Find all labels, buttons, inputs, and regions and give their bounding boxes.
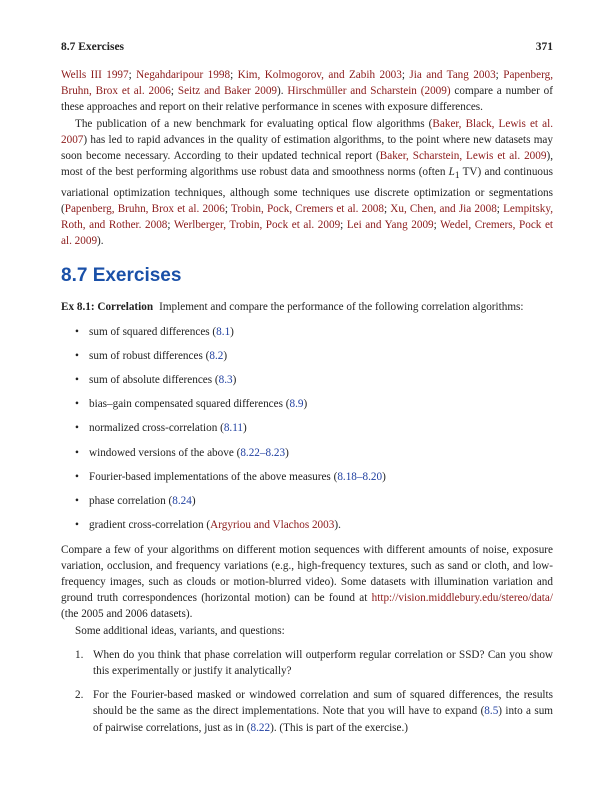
- paragraph-text: TV) and continuous variational optimization techniques, although some techniques use discrete optimization or segmentations (: [61, 166, 553, 215]
- list-item-text: sum of absolute differences (: [89, 374, 219, 387]
- paragraph-text: Compare a few of your algorithms on different motion sequences with different amounts of noise, exposure variation, occlusion, and frequency variations (e.g., high-frequency textures, such as sand or cloth, and low-frequency images, such as clouds or motion-blurred video). Some datasets with illumination variation and ground truth correspondences (horizontal motion) can be found at: [61, 543, 553, 605]
- equation-ref-link[interactable]: 8.5: [484, 705, 499, 718]
- question-item: [75, 687, 553, 736]
- list-item-text: normalized cross-correlation (: [89, 422, 224, 435]
- list-item: [75, 324, 553, 340]
- paragraph-text: ) has led to rapid advances in the quality of estimation algorithms, to the point where new datasets may soon become necessary. According to their updated technical report (: [61, 133, 553, 163]
- paragraph-text: compare a number of these approaches and report on their relative performance in scenes with exposure differences.: [61, 85, 553, 114]
- list-item-text: ): [232, 374, 237, 387]
- paragraph-3: [61, 542, 553, 623]
- list-item-text: ): [230, 325, 234, 338]
- list-item-text: ): [382, 470, 386, 483]
- list-item: [75, 348, 553, 364]
- paragraph-text: (the 2005 and 2006 datasets).: [61, 608, 193, 621]
- question-text: When do you think that phase correlation will outperform regular correlation or SSD? Can you show this experimentally or justify it analytically?: [93, 648, 553, 677]
- list-item: [75, 396, 553, 412]
- citation-link[interactable]: Papenberg, Bruhn, Brox et al. 2006: [61, 69, 554, 98]
- citation-link[interactable]: Werlberger, Trobin, Pock et al. 2009: [173, 219, 341, 232]
- header-section: 8.7 Exercises: [61, 41, 125, 53]
- equation-ref-link[interactable]: 8.24: [172, 495, 192, 508]
- citation-link[interactable]: Trobin, Pock, Cremers et al. 2008: [230, 202, 384, 215]
- question-list: [61, 647, 553, 736]
- math-symbol: L: [448, 166, 455, 179]
- paragraph-1: Wells III 1997; Negahdaripour 1998; Kim, Kolmogorov, and Zabih 2003; Jia and Tang 2003; Papenberg, Bruhn, Brox et al. 2006; Seitz and Baker 2009). Hirschmüller and Scharstein (2009) compare a number of these approaches and report on their relative performance in scenes with exposure differences.: [61, 69, 554, 114]
- list-item-text: ): [223, 349, 228, 362]
- question-text: ). (This is part of the exercise.): [270, 721, 409, 734]
- paragraph-text: The publication of a new benchmark for evaluating optical flow algorithms (: [75, 117, 433, 130]
- algorithm-list: [61, 324, 553, 534]
- dataset-url-link[interactable]: http://vision.middlebury.edu/stereo/data/: [371, 592, 553, 605]
- equation-ref-link[interactable]: 8.22–8.23: [240, 446, 286, 459]
- exercise-label: Ex 8.1: Correlation: [61, 301, 154, 314]
- list-item-text: ): [191, 495, 196, 508]
- citation-link[interactable]: Wells III 1997: [61, 69, 129, 81]
- page-number: 371: [535, 41, 553, 53]
- question-number: 1.: [75, 648, 84, 661]
- equation-ref-link[interactable]: 8.9: [289, 398, 304, 411]
- list-item: [75, 420, 553, 436]
- paragraph-text: ), most of the best performing algorithms use robust data and smoothness norms (often: [61, 150, 553, 179]
- question-number: 2.: [75, 689, 84, 702]
- list-item-text: bias–gain compensated squared differences (: [89, 398, 290, 411]
- list-item-text: ).: [334, 519, 341, 532]
- equation-ref-link[interactable]: 8.2: [209, 349, 224, 362]
- paragraph-4: Some additional ideas, variants, and questions:: [75, 624, 285, 637]
- citation-link[interactable]: Hirschmüller and Scharstein (2009): [287, 85, 451, 98]
- list-item-text: ): [243, 422, 247, 435]
- paragraph-text: ).: [97, 235, 104, 248]
- citation-link[interactable]: Argyriou and Vlachos 2003: [210, 519, 335, 532]
- list-item: [75, 493, 553, 509]
- list-item: [75, 517, 553, 533]
- citation-link[interactable]: Xu, Chen, and Jia 2008: [390, 202, 497, 215]
- page-body: [61, 67, 553, 744]
- citation-link[interactable]: Baker, Black, Lewis et al. 2007: [61, 117, 553, 146]
- question-text: For the Fourier-based masked or windowed correlation and sum of squared differences, the results should be the same as the direct implementations. Note that you will have to expand (: [93, 689, 553, 718]
- exercise-intro: [61, 299, 553, 315]
- citation-link[interactable]: Papenberg, Bruhn, Brox et al. 2006: [64, 202, 225, 215]
- list-item-text: sum of squared differences (: [89, 325, 217, 338]
- list-item-text: sum of robust differences (: [89, 349, 210, 362]
- list-item-text: Fourier-based implementations of the above measures (: [89, 470, 338, 483]
- list-item-text: ): [303, 398, 308, 411]
- question-item: [75, 647, 553, 679]
- citation-link[interactable]: Jia and Tang 2003: [409, 69, 496, 81]
- section-title: 8.7 Exercises: [61, 265, 182, 287]
- list-item-text: phase correlation (: [89, 495, 173, 508]
- paragraph-2: The publication of a new benchmark for evaluating optical flow algorithms (Baker, Black, Lewis et al. 2007) has led to rapid advances in the quality of estimation algorithms, to the point where new datasets may soon become necessary. According to their updated technical report (Baker, Scharstein, Lewis et al. 2009), most of the best performing algorithms use robust data and smoothness norms (often $L_1$ TV) and continuous variational optimization techniques, although some techniques use discrete optimization or segmentations (Papenberg, Bruhn, Brox et al. 2006; Trobin, Pock, Cremers et al. 2008; Xu, Chen, and Jia 2008; Lempitsky, Roth, and Rother. 2008; Werlberger, Trobin, Pock et al. 2009; Lei and Yang 2009; Wedel, Cremers, Pock et al. 2009).: [61, 117, 554, 248]
- list-item-text: gradient cross-correlation (: [89, 519, 211, 532]
- running-header: [61, 39, 553, 55]
- citation-link[interactable]: Negahdaripour 1998: [136, 69, 231, 81]
- citation-link[interactable]: Seitz and Baker 2009: [177, 85, 278, 98]
- exercise-intro-text: Implement and compare the performance of the following correlation algorithms:: [159, 301, 524, 314]
- citation-link[interactable]: Lempitsky, Roth, and Rother. 2008: [61, 202, 554, 232]
- equation-ref-link[interactable]: 8.3: [218, 374, 233, 387]
- citation-link[interactable]: Wedel, Cremers, Pock et al. 2009: [61, 219, 554, 248]
- list-item: [75, 445, 553, 461]
- equation-ref-link[interactable]: 8.1: [216, 325, 231, 338]
- citation-link[interactable]: Kim, Kolmogorov, and Zabih 2003: [237, 69, 402, 81]
- citation-link[interactable]: Lei and Yang 2009: [346, 219, 434, 232]
- math-subscript: 1: [454, 171, 460, 182]
- equation-ref-link[interactable]: 8.22: [250, 721, 271, 734]
- citation-link[interactable]: Baker, Scharstein, Lewis et al. 2009: [379, 150, 547, 163]
- question-text: ) into a sum of pairwise correlations, just as in (: [93, 705, 553, 734]
- equation-ref-link[interactable]: 8.18–8.20: [337, 470, 383, 483]
- equation-ref-link[interactable]: 8.11: [223, 422, 243, 435]
- list-item-text: ): [285, 446, 289, 459]
- list-item: [75, 469, 553, 485]
- list-item: [75, 372, 553, 388]
- list-item-text: windowed versions of the above (: [89, 446, 241, 459]
